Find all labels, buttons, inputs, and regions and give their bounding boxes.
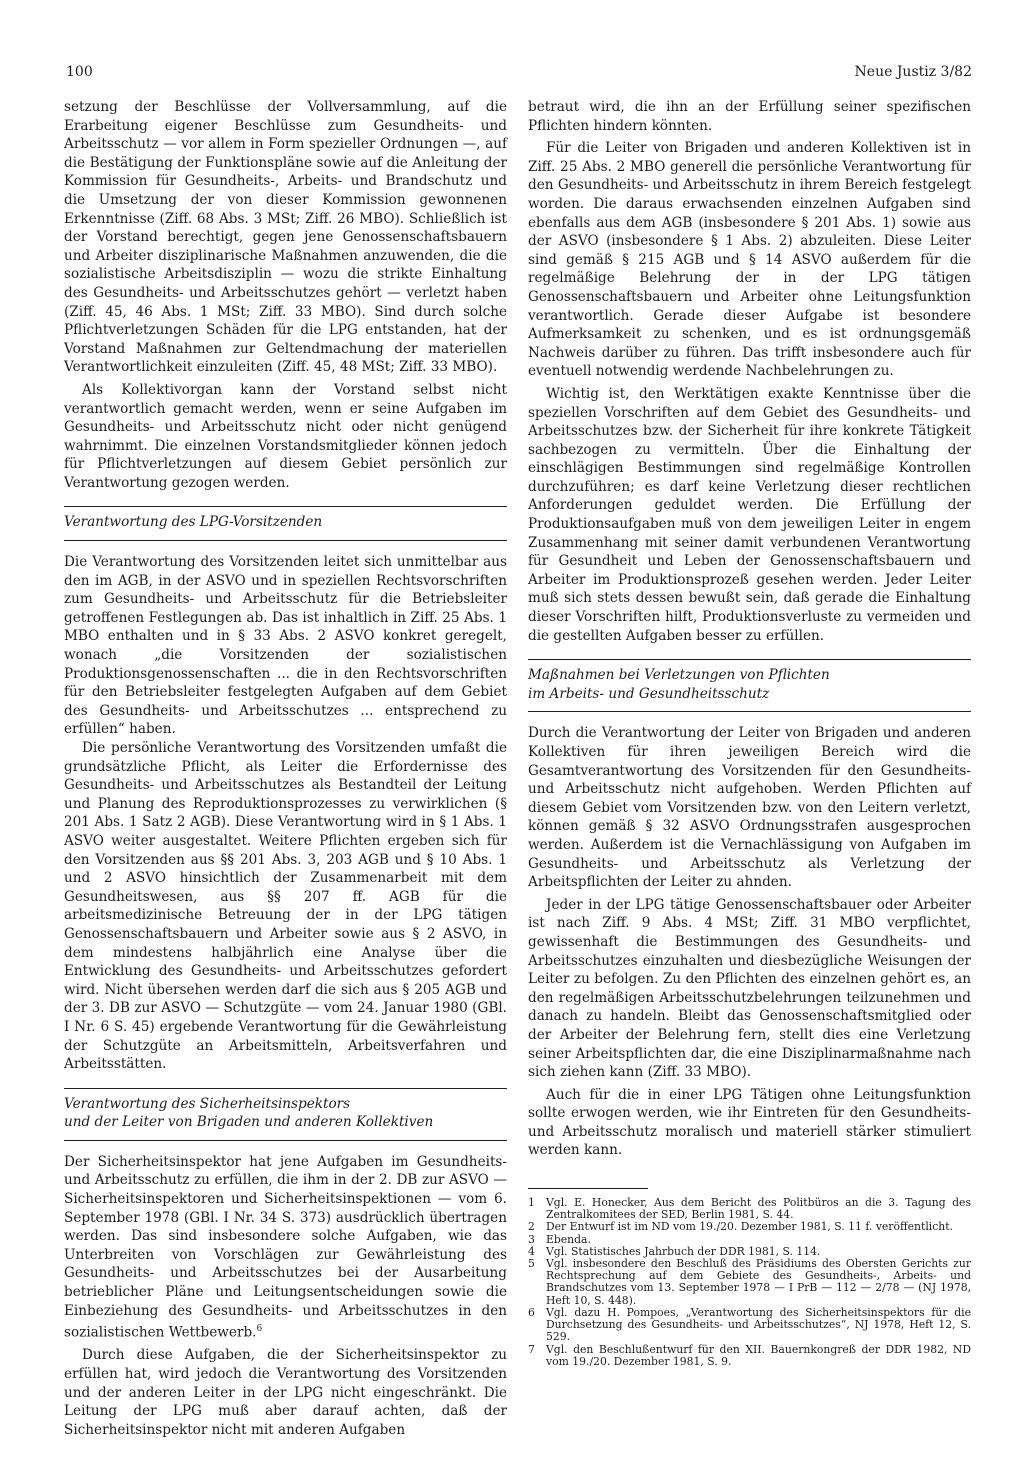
paragraph: Jeder in der LPG tätige Genossenschaftsbauer oder Arbeiter ist nach Ziff. 9 Abs. 4 MSt; Ziff. 31 MBO verpflichtet, gewissenhaft die Bestimmungen des Gesundheits- und Arbeitsschutzes einzuhalten und diesbezügliche Weisungen der Leiter zu befolgen. Zu den Pflichten des einzelnen gehört es, an den regelmäßigen Arbeitsschutzbelehrungen teilzunehmen und danach zu handeln. Bleibt das Genossenschaftsmitglied oder der Arbeiter der Belehrung fern, stellt dies eine Verletzung seiner Arbeitspflichten dar, die eine Disziplinarmaßnahme nach sich ziehen kann (Ziff. 33 MBO).	[528, 896, 971, 1081]
section-title: Verantwortung des LPG-Vorsitzenden	[64, 514, 323, 531]
paragraph: Als Kollektivorgan kann der Vorstand selbst nicht verantwortlich gemacht werden, wenn er seine Aufgaben im Gesundheits- und Arbeitsschutz nicht oder nicht genügend wahrnimmt. Die einzelnen Vorstandsmitglieder können jedoch für Pflichtverletzungen auf diesem Gebiet persönlich zur Verantwortung gezogen werden.	[64, 381, 507, 491]
footnote-text: Der Entwurf ist im ND vom 19./20. Dezember 1981, S. 11 f. veröffentlicht.	[546, 1220, 954, 1234]
footnote-text: Vgl. dazu H. Pompoes, „Verantwortung des Sicherheitsinspektors für die Durchsetzung des Gesundheits- und Arbeitsschutzes“, NJ 1978, Heft 12, S. 529.	[546, 1305, 971, 1344]
page-number: 100	[66, 64, 93, 80]
divider	[64, 540, 507, 541]
footnote-number: 2	[528, 1220, 535, 1234]
section-title: Maßnahmen bei Verletzungen von Pflichten im Arbeits- und Gesundheitsschutz	[528, 667, 830, 702]
section-title: Verantwortung des Sicherheitsinspektors und der Leiter von Brigaden und anderen Kollektiven	[64, 1095, 434, 1131]
footnote-text: Vgl. insbesondere den Beschluß des Präsidiums des Obersten Gerichts zur Rechtsprechung auf dem Gebiete des Gesundheits-, Arbeits- und Brandschutzes vom 13. September 1978 — I PrB — 112 — 2/78 — (NJ 1978, Heft 10, S. 448).	[546, 1257, 971, 1307]
footnote-number: 1	[528, 1196, 535, 1210]
divider	[528, 711, 971, 712]
footnote-text: Ebenda.	[546, 1232, 591, 1246]
footnote-number: 3	[528, 1232, 535, 1246]
paragraph-text: Der Sicherheitsinspektor hat jene Aufgaben im Gesundheits- und Arbeitsschutz zu erfüllen, die ihm in der 2. DB zur ASVO — Sicherheitsinspektoren und Sicherheitsinspektionen — vom 6. September 1978 (GBl. I Nr. 34 S. 373) ausdrücklich übertragen werden. Das sind insbesondere solche Aufgaben, wie das Unterbreiten von Vorschlägen zur Gewährleistung des Gesundheits- und Arbeitsschutzes bei der Ausarbeitung betrieblicher Pläne und Leitungsentscheidungen sowie die Einbeziehung des Gesundheits- und Arbeitsschutzes in den sozialistischen Wettbewerb.	[64, 1153, 507, 1341]
right-column	[528, 98, 971, 1368]
paragraph: Wichtig ist, den Werktätigen exakte Kenntnisse über die speziellen Vorschriften auf dem Gebiet des Gesundheits- und Arbeitsschutzes bzw. der Sicherheit für ihre konkrete Tätigkeit sachbezogen zu vermitteln. Über die Einhaltung der einschlägigen Bestimmungen sind regelmäßige Kontrollen durchzuführen; es darf keine Verletzung dieser rechtlichen Anforderungen geduldet werden. Die Erfüllung der Produktionsaufgaben muß von dem jeweiligen Leiter in engem Zusammenhang mit seiner damit verbundenen Verantwortung für Gesundheit und Leben der Genossenschaftsbauern und Arbeiter im Produktionsprozeß gesehen werden. Jeder Leiter muß sich stets dessen bewußt sein, daß gerade die Einhaltung dieser Vorschriften hilft, Produktionsverluste zu vermeiden und die gestellten Aufgaben besser zu erfüllen.	[528, 385, 971, 644]
paragraph: setzung der Beschlüsse der Vollversammlung, auf die Erarbeitung eigener Beschlüsse zum Gesundheits- und Arbeitsschutz — vor allem in Form spezieller Ordnungen —, auf die Bestätigung der Funktionspläne sowie auf die Anleitung der Kommission für Gesundheits-, Arbeits- und Brandschutz und die Umsetzung der von dieser Kommission gewonnenen Erkenntnisse (Ziff. 68 Abs. 3 MSt; Ziff. 26 MBO). Schließlich ist der Vorstand berechtigt, gegen jene Genossenschaftsbauern und Arbeiter disziplinarische Maßnahmen anzuwenden, die die sozialistische Arbeitsdisziplin — wozu die strikte Einhaltung des Gesundheits- und Arbeitsschutzes gehört — verletzt haben (Ziff. 45, 46 Abs. 1 MSt; Ziff. 33 MBO). Sind durch solche Pflichtverletzungen Schäden für die LPG entstanden, hat der Vorstand Maßnahmen zur Geltendmachung der materiellen Verantwortlichkeit einzuleiten (Ziff. 45, 48 MSt; Ziff. 33 MBO).	[64, 99, 507, 376]
left-column	[64, 98, 507, 1439]
footnote-text: Vgl. den Beschlußentwurf für den XII. Bauernkongreß der DDR 1982, ND vom 19./20. Dezember 1981, S. 9.	[546, 1342, 971, 1368]
footnote-number: 6	[528, 1305, 535, 1319]
footnote	[528, 1197, 971, 1221]
paragraph: Auch für die in einer LPG Tätigen ohne Leitungsfunktion sollte erwogen werden, wie ihr Eintreten für den Gesundheits- und Arbeitsschutz moralisch und materiell stärker stimuliert werden kann.	[528, 1086, 971, 1159]
section-heading-measures	[528, 659, 971, 712]
paragraph: Für die Leiter von Brigaden und anderen Kollektiven ist in Ziff. 25 Abs. 2 MBO generell die persönliche Verantwortung für den Gesundheits- und Arbeitsschutz in ihrem Bereich festgelegt worden. Die daraus erwachsenden einzelnen Aufgaben sind ebenfalls aus dem AGB (insbesondere § 201 Abs. 1) sowie aus der ASVO (insbesondere § 1 Abs. 2) abzuleiten. Diese Leiter sind gemäß § 215 AGB und § 14 ASVO außerdem für die regelmäßige Belehrung der in der LPG tätigen Genossenschaftsbauern und Arbeiter ohne Leitungsfunktion verantwortlich. Gerade dieser Aufgabe ist besondere Aufmerksamkeit zu schenken, und es ist ordnungsgemäß Nachweis darüber zu führen. Das trifft insbesondere auch für eventuell notwendig werdende Nachbelehrungen zu.	[528, 140, 971, 380]
footnote-number: 5	[528, 1257, 535, 1271]
footnote	[528, 1344, 971, 1368]
footnote-ref: 6	[256, 1324, 263, 1335]
paragraph: Die persönliche Verantwortung des Vorsitzenden umfaßt die grundsätzliche Pflicht, als Leiter die Erfordernisse des Gesundheits- und Arbeitsschutzes als Bestandteil der Leitung und Planung des Reproduktionsprozesses zu verwirklichen (§ 201 Abs. 1 Satz 2 AGB). Diese Verantwortung wird in § 1 Abs. 1 ASVO weiter ausgestaltet. Weitere Pflichten ergeben sich für den Vorsitzenden aus §§ 201 Abs. 3, 203 AGB und § 10 Abs. 1 und 2 ASVO hinsichtlich der Zusammenarbeit mit dem Gesundheitswesen, aus §§ 207 ff. AGB für die arbeitsmedizinische Betreuung der in der LPG tätigen Genossenschaftsbauern und Arbeiter sowie aus § 2 ASVO, in dem mindestens halbjährlich eine Analyse über die Entwicklung des Gesundheits- und Arbeitsschutzes gefordert wird. Nicht übersehen werden darf die sich aus § 205 AGB und der 3. DB zur ASVO — Schutzgüte — vom 24. Januar 1980 (GBl. I Nr. 6 S. 45) ergebende Verantwortung für die Gewährleistung der Schutzgüte an Arbeitsmitteln, Arbeitsverfahren und Arbeitsstätten.	[64, 740, 507, 1073]
paragraph	[64, 1153, 507, 1342]
paragraph: Die Verantwortung des Vorsitzenden leitet sich unmittelbar aus den im AGB, in der ASVO und in speziellen Rechtsvorschriften zum Gesundheits- und Arbeitsschutz für die Betriebsleiter getroffenen Festlegungen ab. Das ist inhaltlich in Ziff. 25 Abs. 1 MBO enthalten und in § 33 Abs. 2 ASVO konkret geregelt, wonach „die Vorsitzenden der sozialistischen Produktionsgenossenschaften ... die in den Rechtsvorschriften für den Betriebsleiter festgelegten Aufgaben auf dem Gebiet des Gesundheits- und Arbeitsschutzes ... entsprechend zu erfüllen“ haben.	[64, 554, 507, 738]
footnote-divider	[528, 1188, 648, 1189]
footnote	[528, 1307, 971, 1344]
paragraph: betraut wird, die ihn an der Erfüllung seiner spezifischen Pflichten hindern könnten.	[528, 99, 971, 134]
footnotes	[528, 1188, 971, 1368]
journal-header: Neue Justiz 3/82	[854, 64, 972, 80]
section-heading-chairman	[64, 506, 507, 541]
footnote-text: Vgl. E. Honecker, Aus dem Bericht des Politbüros an die 3. Tagung des Zentralkomitees der SED, Berlin 1981, S. 44.	[546, 1196, 971, 1222]
divider	[64, 1140, 507, 1141]
paragraph: Durch die Verantwortung der Leiter von Brigaden und anderen Kollektiven für ihren jeweiligen Bereich wird die Gesamtverantwortung des Vorsitzenden für den Gesundheits- und Arbeitsschutz nicht aufgehoben. Werden Pflichten auf diesem Gebiet vom Vorsitzenden bzw. von den Leitern verletzt, können gemäß § 32 ASVO Ordnungsstrafen ausgesprochen werden. Außerdem ist die Vernachlässigung von Aufgaben im Gesundheits- und Arbeitsschutz als Verletzung der Arbeitspflichten der Leiter zu ahnden.	[528, 725, 971, 891]
footnote-text: Vgl. Statistisches Jahrbuch der DDR 1981, S. 114.	[546, 1244, 821, 1258]
footnote	[528, 1221, 971, 1233]
footnote-number: 7	[528, 1342, 535, 1356]
section-heading-inspector	[64, 1088, 507, 1141]
footnote	[528, 1258, 971, 1307]
paragraph: Durch diese Aufgaben, die der Sicherheitsinspektor zu erfüllen hat, wird jedoch die Verantwortung des Vorsitzenden und der anderen Leiter in der LPG nicht eingeschränkt. Die Leitung der LPG muß aber darauf achten, daß der Sicherheitsinspektor nicht mit anderen Aufgaben	[64, 1347, 507, 1438]
footnote-number: 4	[528, 1244, 535, 1258]
